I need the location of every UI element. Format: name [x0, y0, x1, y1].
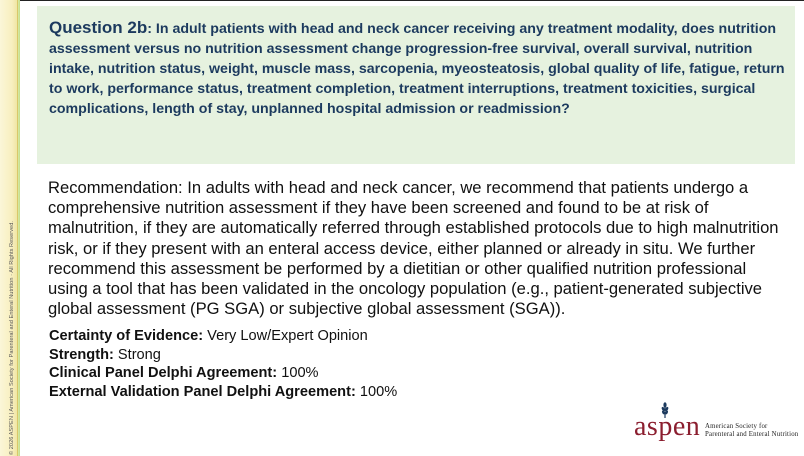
logo-wordmark: aspen [634, 411, 701, 442]
strip-divider [17, 0, 18, 456]
evidence-label: External Validation Panel Delphi Agreement: [49, 383, 356, 400]
recommendation-text: Recommendation: In adults with head and neck cancer, we recommend that patients undergo a comprehensive nutrition assessment if they have been screened and found to be at risk of malnutrition, if they are automatically referred through established protocols due to high malnutrition risk, or if they present with an enteral access device, either planned or already in situ. We further recommend this assessment be performed by a dietitian or other qualified nutrition professional using a tool that has been validated in the oncology population (e.g., patient-generated subjective global assessment (PG SGA) or subjective global assessment (SGA)). [48, 178, 779, 319]
evidence-value: 100% [355, 383, 398, 400]
evidence-value: Very Low/Expert Opinion [203, 328, 368, 344]
aspen-logo [634, 402, 799, 450]
question-box [37, 6, 795, 164]
copyright-notice: © 2026 ASPEN | American Society for Parenteral and Enteral Nutrition · All Rights Reserved. [9, 221, 15, 455]
evidence-label: Certainty of Evidence: [49, 328, 204, 344]
evidence-value: Strong [113, 346, 161, 363]
clinical-panel-agreement [49, 364, 649, 383]
evidence-label: Strength: [49, 346, 114, 363]
evidence-summary [49, 327, 649, 401]
evidence-label: Clinical Panel Delphi Agreement: [49, 365, 278, 382]
strength [49, 346, 649, 365]
question-label: Question 2b [49, 18, 148, 37]
question-text [49, 18, 785, 119]
logo-tagline-line2: Parenteral and Enteral Nutrition [705, 431, 799, 438]
top-border [0, 0, 804, 1]
left-decorative-strip [0, 0, 20, 456]
question-body: : In adult patients with head and neck cancer receiving any treatment modality, does nutrition assessment versus no nutrition assessment change progression-free survival, overall survival, nutrition intake, nutrition status, weight, muscle mass, sarcopenia, myeosteatosis, global quality of life, fatigue, return to work, performance status, treatment completion, treatment interruptions, treatment toxicities, surgical complications, length of stay, unplanned hospital admission or readmission? [49, 21, 785, 117]
certainty-of-evidence [49, 327, 649, 346]
external-panel-agreement [49, 383, 649, 402]
evidence-value: 100% [277, 365, 319, 382]
logo-tagline-line1: American Society for [705, 423, 768, 430]
